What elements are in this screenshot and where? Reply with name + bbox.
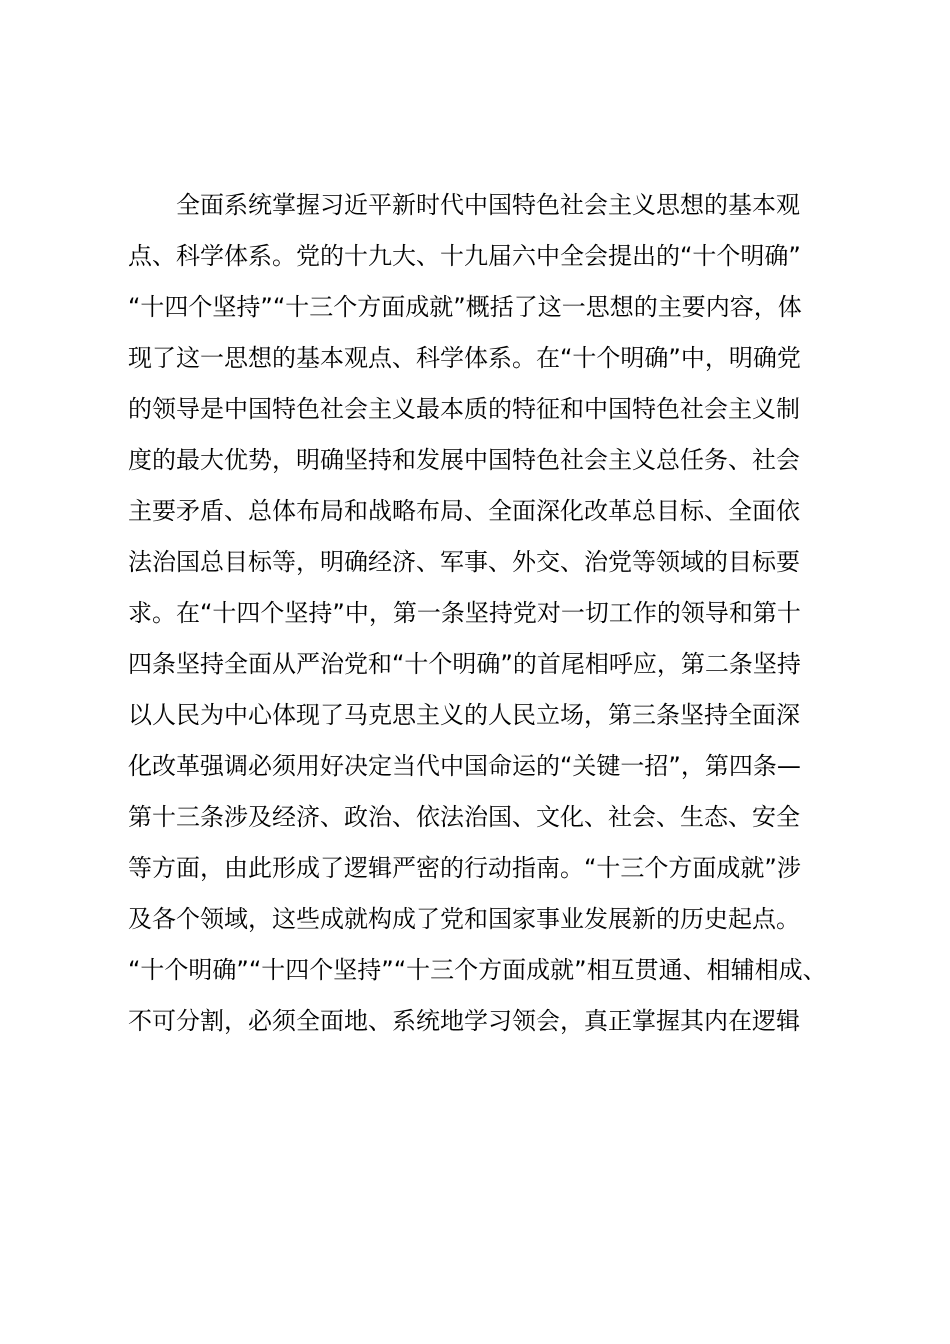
text-line: 度的最大优势，明确坚持和发展中国特色社会主义总任务、社会 [128, 446, 800, 474]
text-line: 及各个领域，这些成就构成了党和国家事业发展新的历史起点。 [128, 905, 800, 933]
text-line: 等方面，由此形成了逻辑严密的行动指南。“十三个方面成就”涉 [128, 854, 801, 882]
text-line: 求。在“十四个坚持”中，第一条坚持党对一切工作的领导和第十 [128, 599, 801, 627]
text-line: 主要矛盾、总体布局和战略布局、全面深化改革总目标、全面依 [128, 497, 800, 525]
text-line: 的领导是中国特色社会主义最本质的特征和中国特色社会主义制 [128, 395, 800, 423]
body-paragraph [128, 180, 848, 1047]
text-line: 点、科学体系。党的十九大、十九届六中全会提出的“十个明确” [128, 242, 801, 270]
text-line: 化改革强调必须用好决定当代中国命运的“关键一招”，第四条— [128, 752, 801, 780]
text-line: 第十三条涉及经济、政治、依法治国、文化、社会、生态、安全 [128, 803, 800, 831]
text-line: 全面系统掌握习近平新时代中国特色社会主义思想的基本观 [176, 191, 800, 219]
text-line: “十四个坚持”“十三个方面成就”概括了这一思想的主要内容，体 [128, 293, 802, 321]
text-line: 以人民为中心体现了马克思主义的人民立场，第三条坚持全面深 [128, 701, 800, 729]
text-line: 四条坚持全面从严治党和“十个明确”的首尾相呼应，第二条坚持 [128, 650, 801, 678]
text-line: “十个明确”“十四个坚持”“十三个方面成就”相互贯通、相辅相成、 [128, 956, 827, 984]
text-line: 现了这一思想的基本观点、科学体系。在“十个明确”中，明确党 [128, 344, 801, 372]
text-line: 不可分割，必须全面地、系统地学习领会，真正掌握其内在逻辑 [128, 1007, 800, 1035]
text-line: 法治国总目标等，明确经济、军事、外交、治党等领域的目标要 [128, 548, 800, 576]
